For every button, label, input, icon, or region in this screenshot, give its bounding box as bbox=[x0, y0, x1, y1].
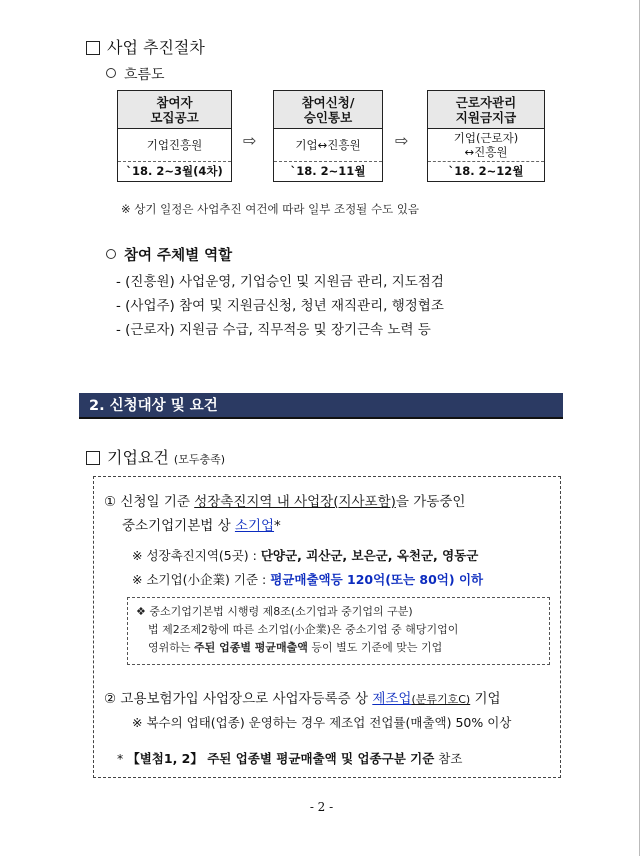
req1-line1 bbox=[104, 490, 465, 510]
flow-step-title bbox=[118, 91, 231, 129]
req1-line2-pre: 중소기업기본법 상 bbox=[122, 518, 235, 534]
req2-line1-post: 기업 bbox=[470, 691, 501, 707]
reference-bold: 【별첨1, 2】 주된 업종별 평균매출액 및 업종구분 기준 bbox=[127, 751, 435, 766]
section-heading-procedure bbox=[86, 35, 205, 58]
flow-step-title bbox=[274, 91, 382, 129]
section-heading-text: 사업 추진절차 bbox=[107, 38, 205, 57]
page-number: - 2 - bbox=[309, 800, 334, 814]
req2-line1-code: (분류기호C) bbox=[411, 693, 471, 706]
flow-step-actor bbox=[428, 129, 544, 162]
regulation-line3-bold: 주된 업종별 평균매출액 bbox=[194, 641, 308, 654]
page-edge bbox=[639, 0, 640, 856]
flow-step-title-line2: 모집공고 bbox=[150, 110, 199, 125]
flow-step-period: `18. 2~3월(4차) bbox=[126, 164, 223, 178]
flow-title bbox=[106, 64, 165, 84]
roles-title bbox=[106, 244, 232, 265]
regulation-line: ❖ 중소기업기본법 시행령 제8조(소기업과 중기업의 구분) bbox=[136, 605, 413, 618]
flow-step-title-line1: 근로자관리 bbox=[455, 95, 517, 110]
flow-step-actor-line1: 기업진흥원 bbox=[146, 138, 203, 152]
role-line: - (사업주) 참여 및 지원금신청, 청년 재직관리, 행정협조 bbox=[116, 298, 444, 314]
regulation-line: 법 제2조제2항에 따른 소기업(小企業)은 중소기업 중 해당기업이 bbox=[148, 623, 459, 636]
req2-line1-pre: 고용보험가입 사업장으로 사업자등록증 상 bbox=[120, 691, 373, 707]
req1-note1-bold: 단양군, 괴산군, 보은군, 옥천군, 영동군 bbox=[260, 548, 479, 563]
circle-bullet-icon bbox=[106, 68, 116, 78]
flow-step-title-line2: 승인통보 bbox=[303, 110, 353, 125]
flow-step-period: `18. 2~11월 bbox=[290, 164, 366, 178]
req1-line2-underlined: 소기업 bbox=[234, 518, 275, 534]
sme-regulation-box bbox=[127, 597, 550, 665]
flow-step-actor-line1: 기업↔진흥원 bbox=[295, 138, 361, 152]
flow-step-actor bbox=[274, 129, 382, 162]
reference-pre: * bbox=[117, 751, 128, 766]
role-line: - (근로자) 지원금 수급, 직무적응 및 장기근속 노력 등 bbox=[116, 322, 431, 338]
roles-title-text: 참여 주체별 역할 bbox=[124, 248, 233, 264]
req1-note1-pre: ※ 성장촉진지역(5곳) : bbox=[132, 548, 261, 563]
role-line: - (진흥원) 사업운영, 기업승인 및 지원금 관리, 지도점검 bbox=[116, 274, 444, 290]
req1-line1-underlined: 성장촉진지역 내 사업장(지사포함) bbox=[194, 494, 396, 510]
flow-step-actor bbox=[118, 129, 231, 162]
flow-step-title bbox=[428, 91, 544, 129]
req2-note: ※ 복수의 업태(업종) 운영하는 경우 제조업 전업률(매출액) 50% 이상 bbox=[132, 715, 512, 730]
section-bar-title: 2. 신청대상 및 요건 bbox=[79, 393, 563, 419]
flow-arrow-icon: ⇨ bbox=[395, 131, 409, 150]
checkbox-icon bbox=[86, 451, 100, 465]
flow-step-actor-line1: 기업(근로자) bbox=[453, 131, 519, 145]
req1-note2-pre: ※ 소기업(小企業) 기준 : bbox=[132, 572, 271, 587]
req1-line2-post: * bbox=[274, 518, 281, 534]
flow-title-text: 흐름도 bbox=[124, 67, 165, 83]
flow-step-title-line2: 지원금지급 bbox=[455, 110, 517, 125]
regulation-line3-post: 등이 별도 기준에 맞는 기업 bbox=[307, 641, 443, 654]
reference-post: 참조 bbox=[434, 751, 463, 766]
flow-arrow-icon: ⇨ bbox=[243, 131, 257, 150]
flow-step-1 bbox=[117, 90, 232, 182]
flow-step-actor-line2: ↔진흥원 bbox=[464, 145, 508, 159]
req2-line1 bbox=[104, 687, 501, 707]
req1-note1 bbox=[132, 546, 478, 564]
schedule-note: ※ 상기 일정은 사업추진 여건에 따라 일부 조정될 수도 있음 bbox=[121, 202, 420, 216]
req-number: ① bbox=[104, 494, 117, 510]
circle-bullet-icon bbox=[106, 249, 116, 259]
checkbox-icon bbox=[86, 41, 100, 55]
req1-note2 bbox=[132, 570, 483, 588]
requirements-heading-note: (모두충족) bbox=[173, 453, 226, 466]
reference-line bbox=[117, 749, 462, 767]
req2-line1-underlined: 제조업 bbox=[372, 691, 412, 707]
req1-line2 bbox=[122, 514, 281, 534]
requirements-heading-text: 기업요건 bbox=[107, 448, 169, 467]
regulation-line bbox=[136, 639, 541, 657]
req1-note2-bold: 평균매출액등 120억(또는 80억) 이하 bbox=[270, 572, 484, 587]
flow-step-period: `18. 2~12월 bbox=[448, 164, 524, 178]
req1-line1-post: 을 가동중인 bbox=[395, 494, 466, 510]
section-heading-requirements bbox=[86, 445, 225, 468]
req1-line1-pre: 신청일 기준 bbox=[120, 494, 195, 510]
flow-step-title-line1: 참여신청/ bbox=[301, 95, 355, 110]
flow-step-2 bbox=[273, 90, 383, 182]
flow-step-3 bbox=[427, 90, 545, 182]
regulation-line3-pre: 영위하는 bbox=[148, 641, 195, 654]
flow-step-title-line1: 참여자 bbox=[156, 95, 193, 110]
req-number: ② bbox=[104, 691, 117, 707]
